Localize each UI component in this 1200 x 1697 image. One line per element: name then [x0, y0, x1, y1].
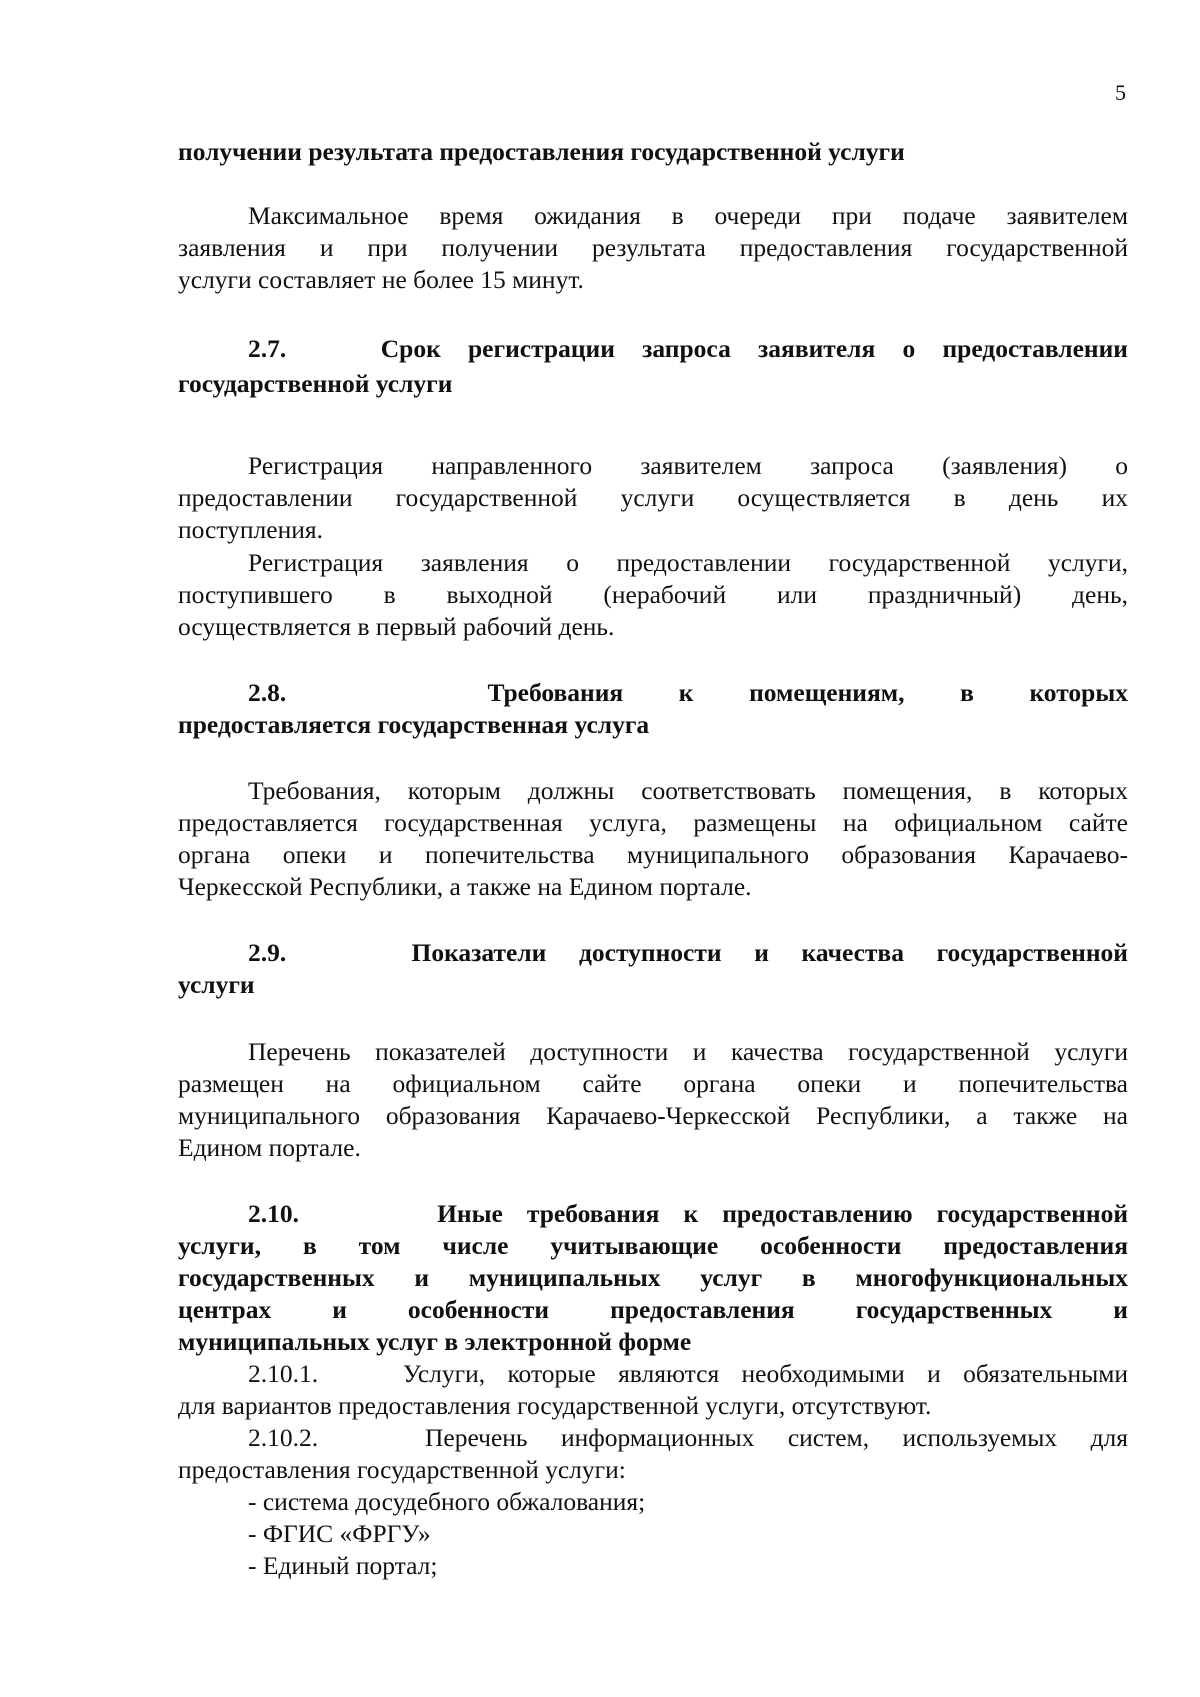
paragraph-line: поступления.	[178, 515, 323, 544]
paragraph-line: Едином портале.	[178, 1133, 361, 1162]
section-number: 2.10.	[248, 1199, 299, 1228]
paragraph-line: предоставляется государственная услуга, размещены на официальном сайте	[178, 808, 1128, 837]
clause-text: Услуги, которые являются необходимыми и обязательными	[402, 1359, 1129, 1388]
paragraph-line: осуществляется в первый рабочий день.	[178, 612, 615, 641]
section-title: Срок регистрации запроса заявителя о предоставлении	[380, 334, 1128, 363]
list-item: - ФГИС «ФРГУ»	[248, 1519, 431, 1548]
list-item: - Единый портал;	[248, 1551, 438, 1580]
section-title-line: предоставляется государственная услуга	[178, 710, 650, 739]
paragraph-line: предоставления государственной услуги:	[178, 1455, 626, 1484]
section-number: 2.7.	[248, 334, 287, 363]
paragraph-line: размещен на официальном сайте органа опеки и попечительства	[178, 1069, 1128, 1098]
paragraph-line: Максимальное время ожидания в очереди при подаче заявителем	[248, 201, 1128, 230]
paragraph-line: заявления и при получении результата предоставления государственной	[178, 233, 1128, 262]
clause-number: 2.10.2.	[248, 1423, 319, 1452]
section-title: Показатели доступности и качества государственной	[411, 938, 1128, 967]
clause-text: Перечень информационных систем, используемых для	[424, 1423, 1129, 1452]
section-title: Требования к помещениям, в которых	[487, 678, 1128, 707]
section-title-line: муниципальных услуг в электронной форме	[178, 1327, 692, 1356]
section-number: 2.8.	[248, 678, 287, 707]
page-number: 5	[1115, 80, 1126, 105]
paragraph-line: Требования, которым должны соответствовать помещения, в которых	[248, 776, 1128, 805]
section-heading-continuation: получении результата предоставления государственной услуги	[178, 137, 905, 166]
section-title-line: услуги	[178, 970, 255, 999]
paragraph-line: для вариантов предоставления государственной услуги, отсутствуют.	[178, 1391, 932, 1420]
paragraph-line: Перечень показателей доступности и качества государственной услуги	[248, 1037, 1128, 1066]
section-title-line: государственных и муниципальных услуг в многофункциональных	[178, 1263, 1128, 1292]
section-title-line: услуги, в том числе учитывающие особенности предоставления	[178, 1231, 1128, 1260]
section-number: 2.9.	[248, 938, 287, 967]
paragraph-line: услуги составляет не более 15 минут.	[178, 265, 584, 294]
clause-number: 2.10.1.	[248, 1359, 319, 1388]
paragraph-line: Черкесской Республики, а также на Едином портале.	[178, 872, 752, 901]
section-title: Иные требования к предоставлению государственной	[437, 1199, 1129, 1228]
paragraph-line: поступившего в выходной (нерабочий или праздничный) день,	[178, 580, 1128, 609]
paragraph-line: предоставлении государственной услуги осуществляется в день их	[178, 483, 1128, 512]
paragraph-line: Регистрация заявления о предоставлении государственной услуги,	[248, 548, 1128, 577]
paragraph-line: органа опеки и попечительства муниципального образования Карачаево-	[178, 840, 1128, 869]
list-item: - система досудебного обжалования;	[248, 1487, 646, 1516]
section-title-line: центрах и особенности предоставления государственных и	[178, 1295, 1128, 1324]
paragraph-line: муниципального образования Карачаево-Черкесской Республики, а также на	[178, 1101, 1128, 1130]
section-title-line: государственной услуги	[178, 369, 453, 398]
paragraph-line: Регистрация направленного заявителем запроса (заявления) о	[248, 451, 1128, 480]
